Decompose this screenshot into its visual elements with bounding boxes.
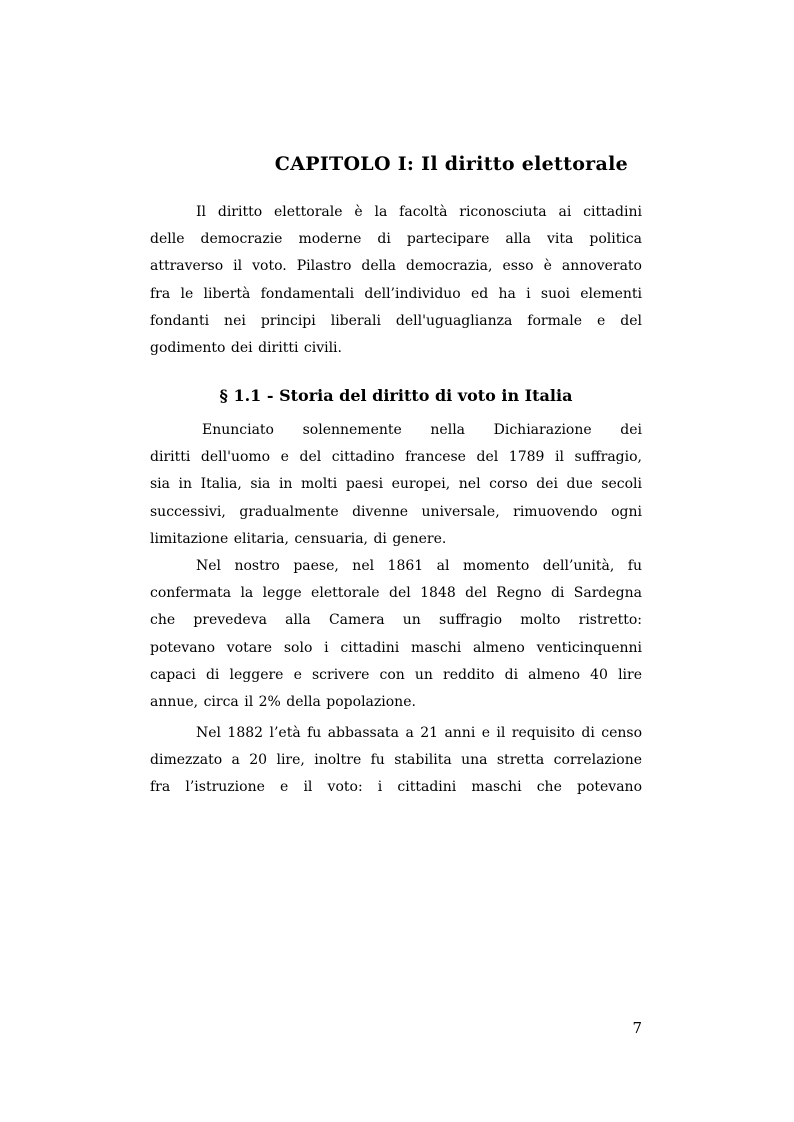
intro-line: attraverso il voto. Pilastro della democrazia, esso è annoverato [150,258,642,275]
intro-line: fra le libertà fondamentali dell’individuo ed ha i suoi elementi [150,285,642,302]
intro-line: Il diritto elettorale è la facoltà riconosciuta ai cittadini [196,204,642,220]
page-number: 7 [632,1019,642,1037]
section-paragraph [150,720,642,802]
section-line: Nel 1882 l’età fu abbassata a 21 anni e il requisito di censo [196,725,642,741]
section-title: § 1.1 - Storia del diritto di voto in Italia [219,386,573,405]
section-line: successivi, gradualmente divenne universale, rimuovendo ogni [150,503,642,520]
section-paragraph [150,417,642,553]
section-line: Nel nostro paese, nel 1861 al momento dell’unità, fu [196,558,642,574]
intro-line: delle democrazie moderne di partecipare alla vita politica [150,231,642,248]
intro-line: fondanti nei principi liberali dell'uguaglianza formale e del [150,312,642,329]
intro-paragraph [150,199,642,362]
section-line: annue, circa il 2% della popolazione. [150,694,416,711]
section-line: capaci di leggere e scrivere con un reddito di almeno 40 lire [150,666,642,683]
chapter-title: CAPITOLO I: Il diritto elettorale [274,153,628,175]
section-line: dimezzato a 20 lire, inoltre fu stabilita una stretta correlazione [150,752,642,769]
section-line: potevano votare solo i cittadini maschi almeno venticinquenni [150,639,642,656]
section-paragraph [150,553,642,716]
section-line: Enunciato solennemente nella Dichiarazione dei [202,422,642,438]
section-line: limitazione elitaria, censuaria, di genere. [150,530,447,547]
section-line: diritti dell'uomo e del cittadino francese del 1789 il suffragio, [150,449,642,466]
section-line: fra l’istruzione e il voto: i cittadini maschi che potevano [150,779,642,796]
section-line: confermata la legge elettorale del 1848 del Regno di Sardegna [150,585,642,602]
intro-line: godimento dei diritti civili. [150,340,342,357]
section-line: che prevedeva alla Camera un suffragio molto ristretto: [150,612,642,629]
section-line: sia in Italia, sia in molti paesi europei, nel corso dei due secoli [150,476,642,493]
